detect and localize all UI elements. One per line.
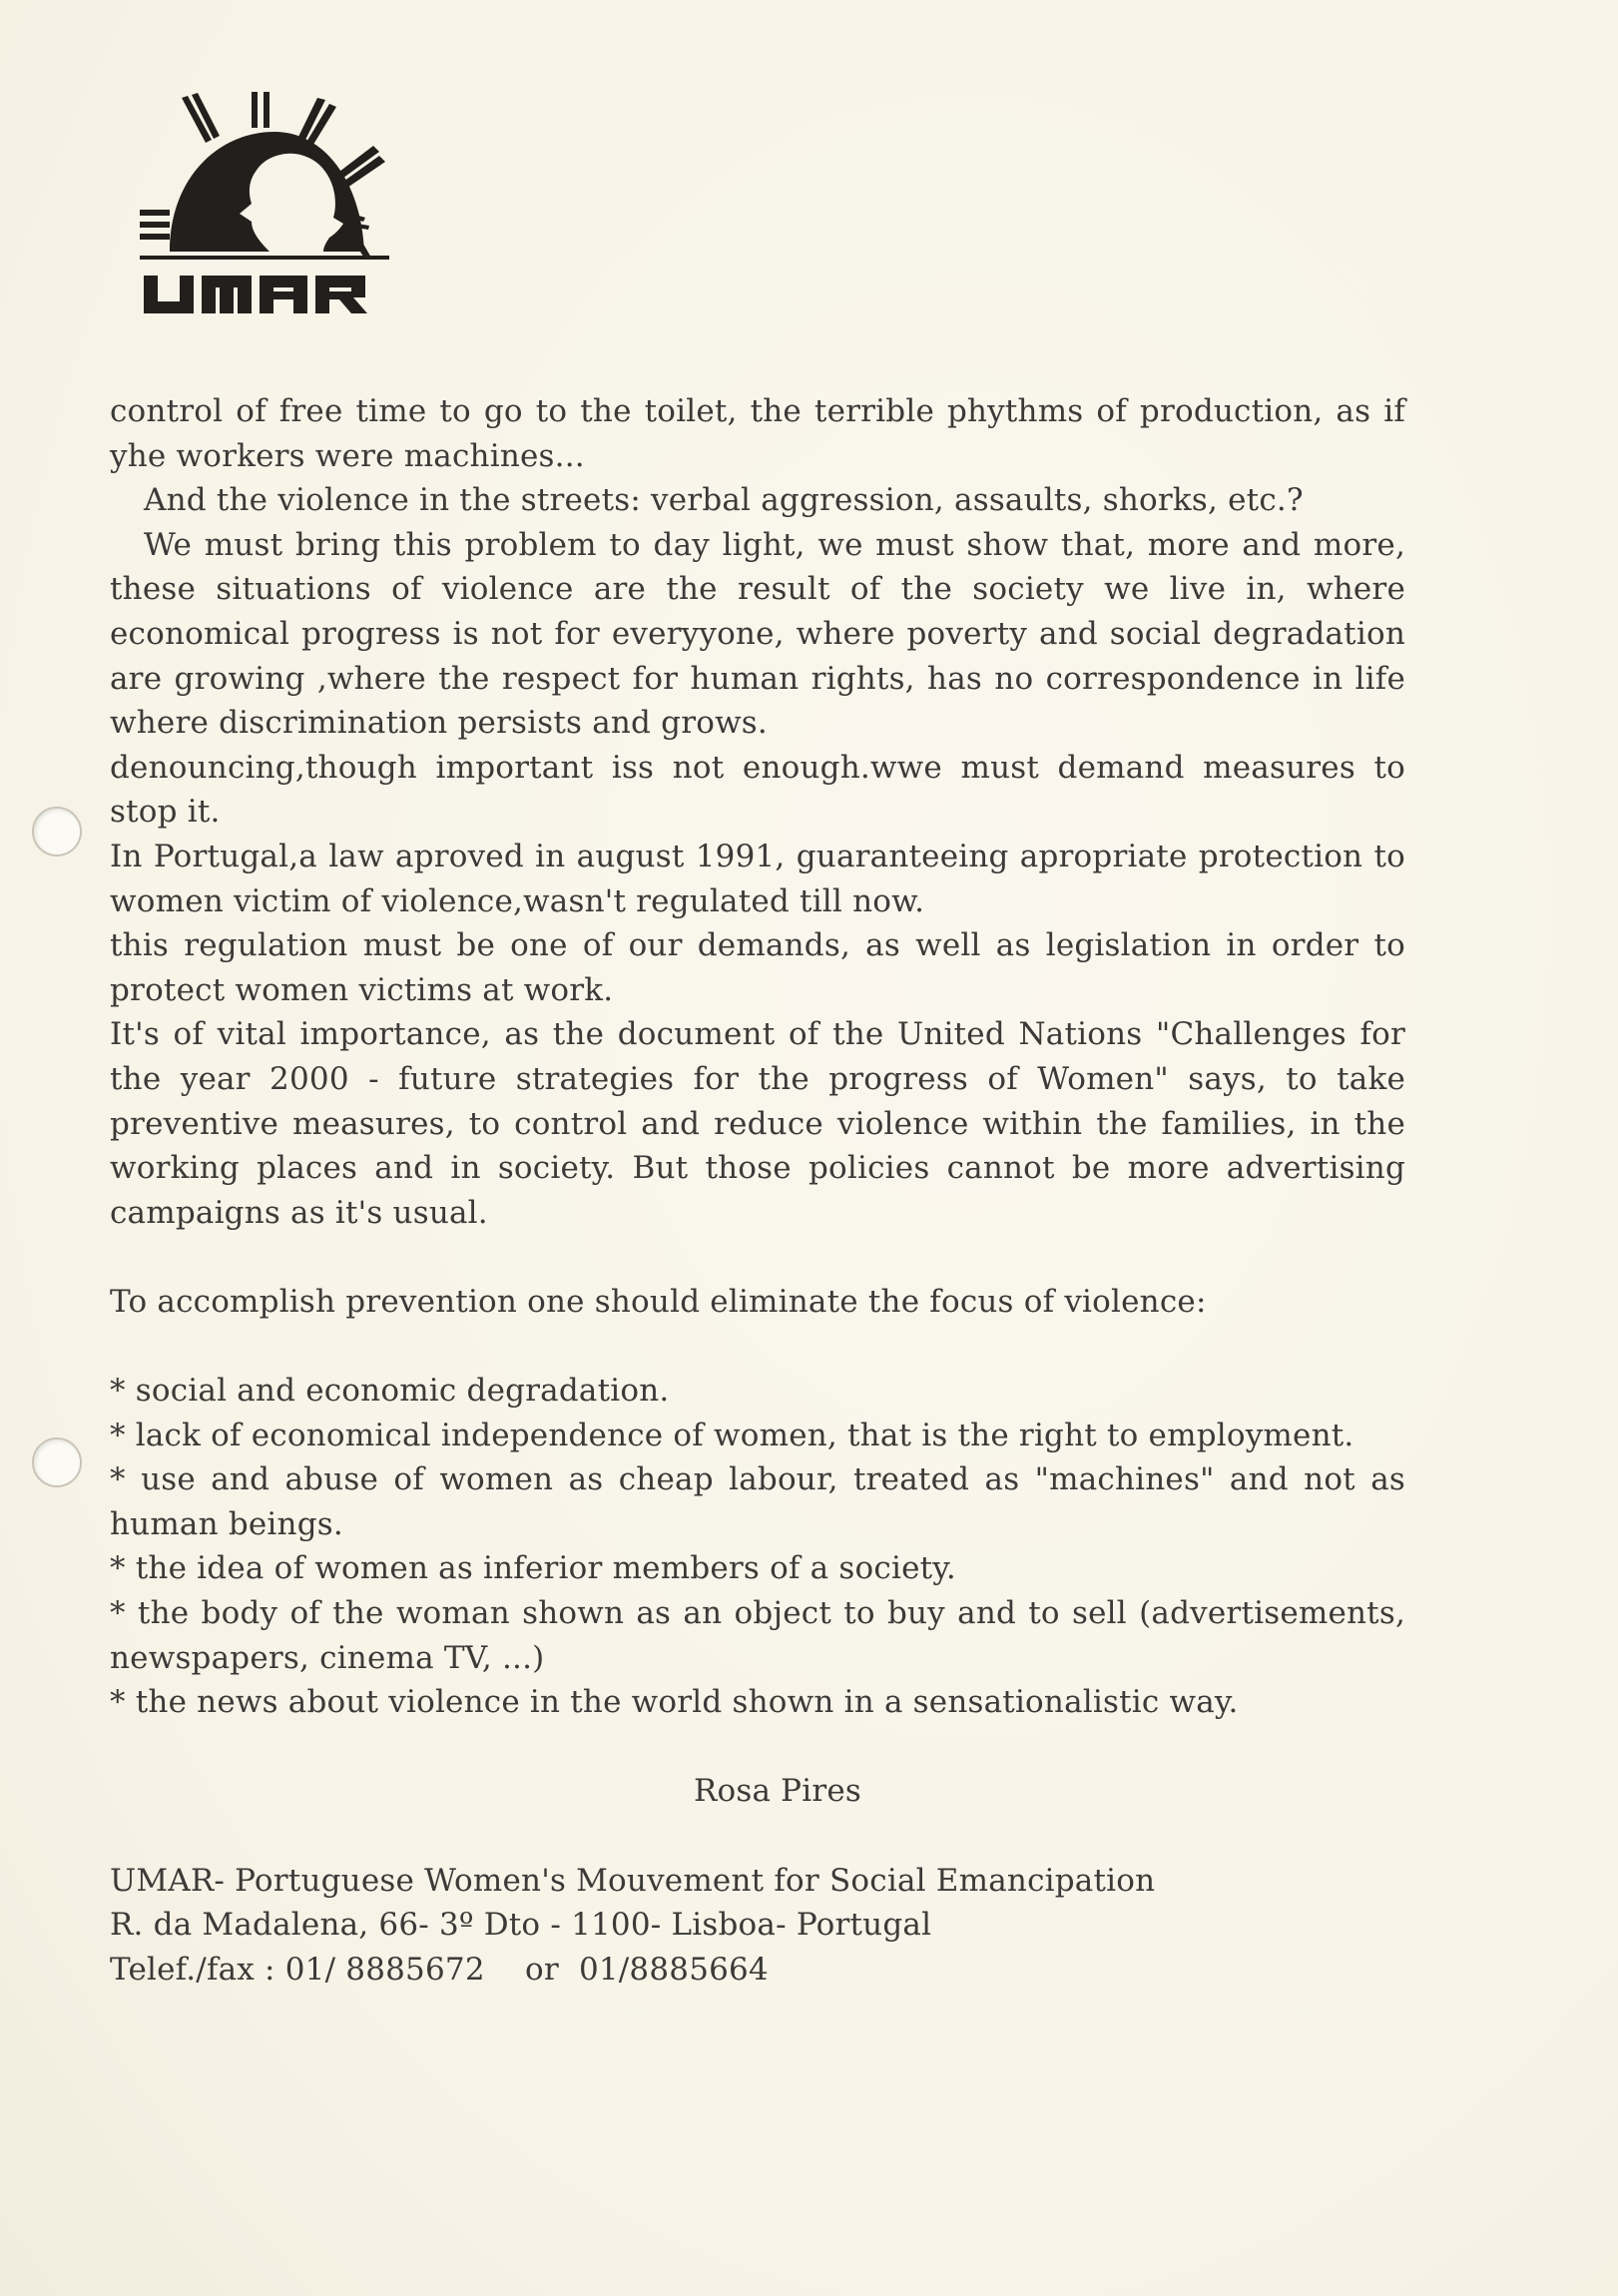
list-item: * the body of the woman shown as an object to buy and to sell (advertisements, newspapers, cinema TV, ...) bbox=[110, 1595, 1405, 1676]
list-item: * the news about violence in the world shown in a sensationalistic way. bbox=[110, 1684, 1239, 1721]
list-item: * the idea of women as inferior members of a society. bbox=[110, 1550, 956, 1587]
signature: Rosa Pires bbox=[693, 1773, 862, 1810]
list-item: * lack of economical independence of women, that is the right to employment. bbox=[110, 1417, 1354, 1453]
list-item: * social and economic degradation. bbox=[110, 1373, 670, 1410]
address-line-phone: Telef./fax : 01/ 8885672 or 01/8885664 bbox=[110, 1951, 769, 1988]
spacer bbox=[110, 1814, 1405, 1859]
paragraph-8: To accomplish prevention one should eliminate the focus of violence: bbox=[110, 1283, 1207, 1320]
address-block bbox=[110, 1859, 1405, 1993]
spacer bbox=[110, 1725, 1405, 1770]
paragraph-4: denouncing,though important iss not enough.wwe must demand measures to stop it. bbox=[110, 749, 1405, 831]
paragraph-6: this regulation must be one of our demands, as well as legislation in order to protect women victims at work. bbox=[110, 927, 1405, 1008]
paragraph-3: We must bring this problem to day light, we must show that, more and more, these situations of violence are the result of the society we live in, where economical progress is not for everyyone, where poverty and social degradation are growing ,where the respect for human rights, has no correspondence in life where discrimination persists and grows. bbox=[110, 526, 1405, 742]
address-line-org: UMAR- Portuguese Women's Mouvement for Social Emancipation bbox=[110, 1862, 1156, 1899]
punch-hole-bottom bbox=[32, 1437, 82, 1487]
punch-hole-top bbox=[32, 807, 82, 857]
spacer bbox=[110, 1324, 1405, 1369]
paragraph-2: And the violence in the streets: verbal aggression, assaults, shorks, etc.? bbox=[144, 482, 1304, 519]
paragraph-1: control of free time to go to the toilet, the terrible phythms of production, as if yhe workers were machines... bbox=[110, 393, 1405, 474]
letter-body bbox=[110, 389, 1405, 1992]
spacer bbox=[110, 1235, 1405, 1280]
umar-emblem-icon bbox=[140, 92, 389, 321]
paragraph-5: In Portugal,a law aproved in august 1991, guaranteeing apropriate protection to women victim of violence,wasn't regulated till now. bbox=[110, 838, 1405, 919]
address-line-street: R. da Madalena, 66- 3º Dto - 1100- Lisboa- Portugal bbox=[110, 1907, 932, 1944]
list-item: * use and abuse of women as cheap labour, treated as "machines" and not as human beings. bbox=[110, 1461, 1405, 1542]
paragraph-7: It's of vital importance, as the document of the United Nations "Challenges for the year 2000 - future strategies for the progress of Women" says, to take preventive measures, to control and reduce violence within the families, in the working places and in society. But those policies cannot be more advertising campaigns as it's usual. bbox=[110, 1016, 1405, 1231]
umar-logo bbox=[140, 92, 389, 321]
